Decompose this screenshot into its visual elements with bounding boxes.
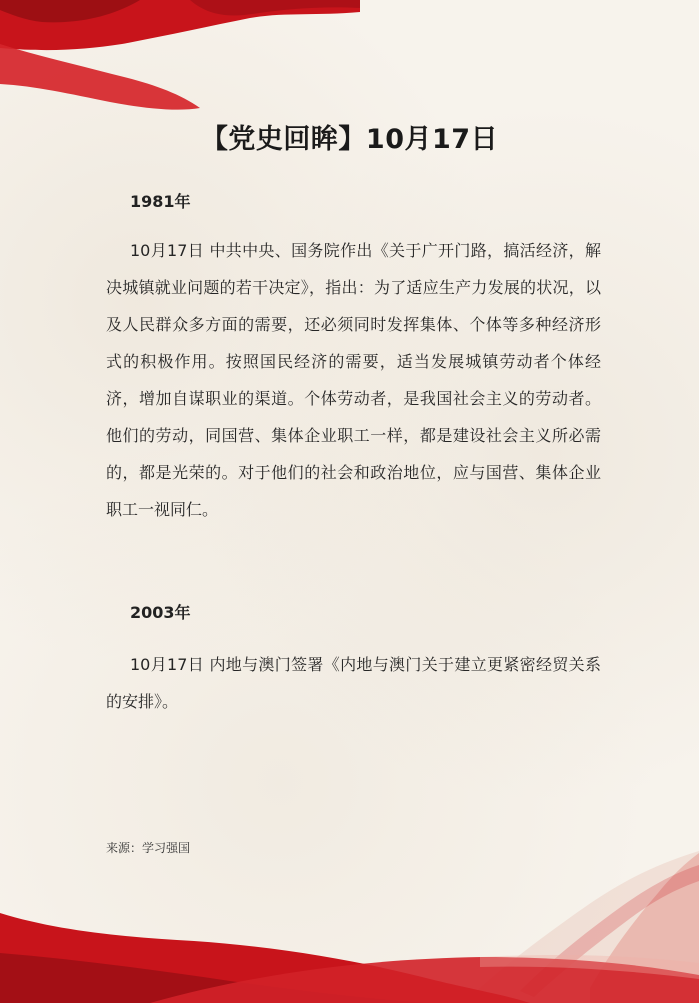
page-title: 【党史回眸】10月17日 xyxy=(200,124,499,155)
source-credit: 来源：学习强国 xyxy=(106,841,191,855)
entry-text-2003: 10月17日 内地与澳门签署《内地与澳门关于建立更紧密经贸关系的安排》。 xyxy=(106,655,601,711)
entry-text-1981: 10月17日 中共中央、国务院作出《关于广开门路，搞活经济，解决城镇就业问题的若干决定》，指出：为了适应生产力发展的状况，以及人民群众多方面的需要，还必须同时发挥集体、个体等多种经济形式的积极作用。按照国民经济的需要，适当发展城镇劳动者个体经济，增加自谋职业的渠道。个体劳动者，是我国社会主义的劳动者。他们的劳动，同国营、集体企业职工一样，都是建设社会主义所必需的，都是光荣的。对于他们的社会和政治地位，应与国营、集体企业职工一视同仁。 xyxy=(106,241,601,519)
entry-year-2003: 2003年 xyxy=(130,603,191,622)
entry-year-1981: 1981年 xyxy=(130,192,191,211)
